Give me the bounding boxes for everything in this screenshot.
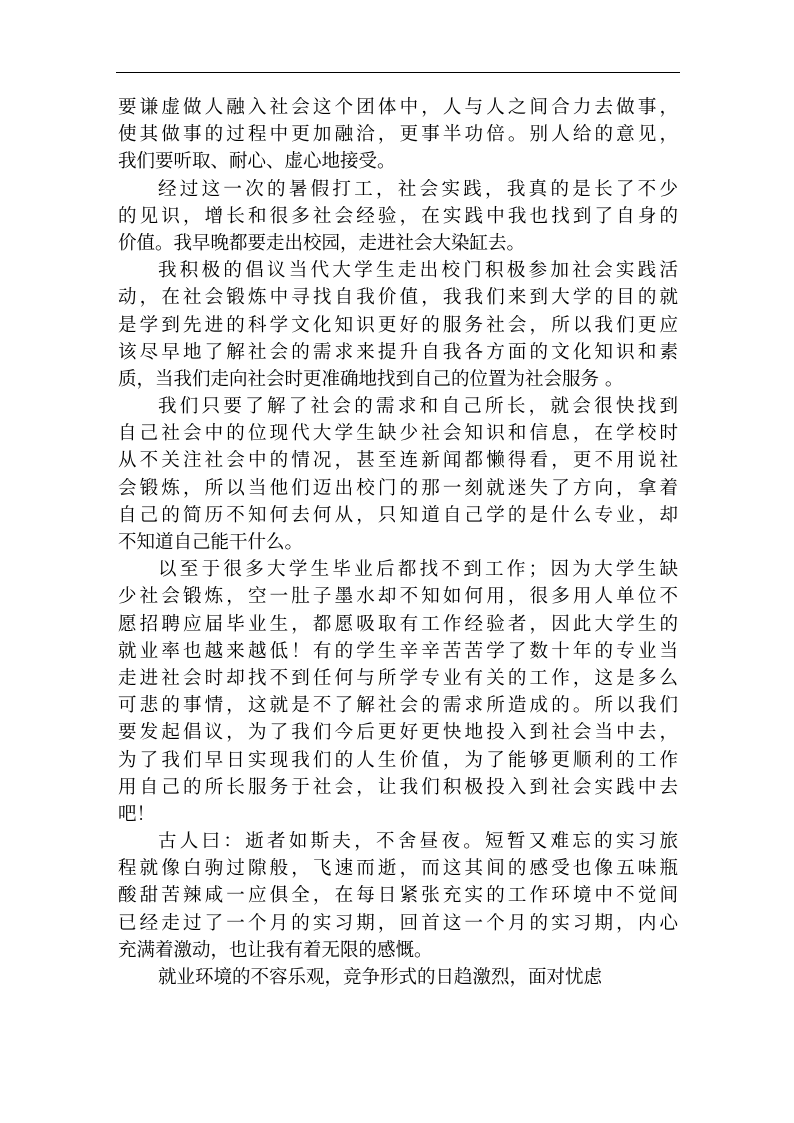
text-line: 程就像白驹过隙般，飞速而逝，而这其间的感受也像五味瓶 bbox=[118, 858, 678, 880]
text-line: 自己社会中的位现代大学生缺少社会知识和信息，在学校时 bbox=[118, 423, 678, 445]
text-line: 要发起倡议，为了我们今后更好更快地投入到社会当中去， bbox=[118, 722, 678, 744]
text-line: 该尽早地了解社会的需求来提升自我各方面的文化知识和素 bbox=[118, 341, 678, 363]
text-line: 就业率也越来越低！有的学生辛辛苦苦学了数十年的专业当 bbox=[118, 640, 678, 662]
text-line: 以至于很多大学生毕业后都找不到工作；因为大学生缺 bbox=[158, 559, 678, 581]
text-line: 要谦虚做人融入社会这个团体中，人与人之间合力去做事， bbox=[118, 97, 678, 118]
document-body bbox=[118, 94, 678, 991]
text-line: 愿招聘应届毕业生，都愿吸取有工作经验者，因此大学生的 bbox=[118, 613, 678, 635]
text-line: 就业环境的不容乐观，竞争形式的日趋激烈，面对忧虑 bbox=[158, 967, 603, 988]
text-line: 走进社会时却找不到任何与所学专业有关的工作，这是多么 bbox=[118, 667, 678, 689]
text-line: 已经走过了一个月的实习期，回首这一个月的实习期，内心 bbox=[118, 912, 678, 934]
paragraph bbox=[118, 964, 678, 991]
paragraph bbox=[118, 94, 678, 176]
text-line: 价值。我早晚都要走出校园，走进社会大染缸去。 bbox=[118, 232, 526, 254]
paragraph bbox=[118, 393, 678, 556]
paragraph bbox=[118, 556, 678, 828]
paragraph bbox=[118, 176, 678, 258]
text-line: 我积极的倡议当代大学生走出校门积极参加社会实践活 bbox=[158, 260, 678, 282]
text-line: 酸甜苦辣咸一应俱全，在每日紧张充实的工作环境中不觉间 bbox=[118, 885, 678, 907]
text-line: 是学到先进的科学文化知识更好的服务社会，所以我们更应 bbox=[118, 314, 678, 336]
text-line: 用自己的所长服务于社会，让我们积极投入到社会实践中去 bbox=[118, 776, 678, 798]
text-line: 少社会锻炼，空一肚子墨水却不知如何用，很多用人单位不 bbox=[118, 586, 678, 608]
text-line: 自己的简历不知何去何从，只知道自己学的是什么专业，却 bbox=[118, 504, 678, 526]
text-line: 充满着激动，也让我有着无限的感慨。 bbox=[118, 939, 433, 961]
header-rule bbox=[116, 72, 680, 73]
paragraph bbox=[118, 257, 678, 393]
text-line: 从不关注社会中的情况，甚至连新闻都懒得看，更不用说社 bbox=[118, 450, 678, 472]
text-line: 不知道自己能干什么。 bbox=[118, 532, 304, 553]
text-line: 会锻炼，所以当他们迈出校门的那一刻就迷失了方向，拿着 bbox=[118, 477, 678, 499]
text-line: 使其做事的过程中更加融洽，更事半功倍。别人给的意见， bbox=[118, 124, 678, 146]
text-line: 的见识，增长和很多社会经验，在实践中我也找到了自身的 bbox=[118, 205, 678, 227]
text-line: 质，当我们走向社会时更准确地找到自己的位置为社会服务 。 bbox=[118, 368, 624, 390]
text-line: 动，在社会锻炼中寻找自我价值，我我们来到大学的目的就 bbox=[118, 287, 678, 309]
text-line: 吧！ bbox=[118, 803, 156, 825]
text-line: 可悲的事情，这就是不了解社会的需求所造成的。所以我们 bbox=[118, 695, 678, 717]
text-line: 经过这一次的暑假打工，社会实践，我真的是长了不少 bbox=[158, 178, 678, 200]
text-line: 为了我们早日实现我们的人生价值，为了能够更顺利的工作 bbox=[118, 749, 678, 771]
text-line: 我们要听取、耐心、虚心地接受。 bbox=[118, 151, 396, 173]
text-line: 我们只要了解了社会的需求和自己所长，就会很快找到 bbox=[158, 396, 678, 418]
paragraph bbox=[118, 828, 678, 964]
text-line: 古人曰：逝者如斯夫，不舍昼夜。短暂又难忘的实习旅 bbox=[158, 831, 678, 853]
